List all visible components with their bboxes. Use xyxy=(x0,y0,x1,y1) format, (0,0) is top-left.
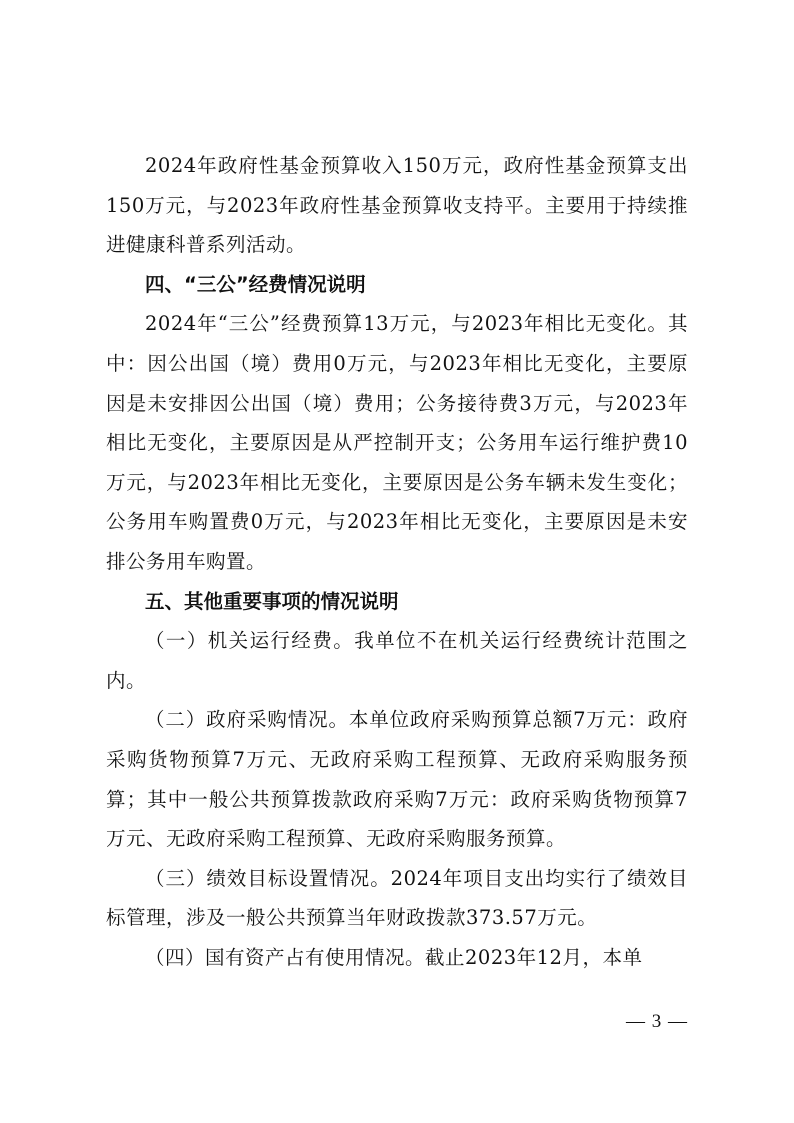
paragraph-state-assets: （四）国有资产占有使用情况。截止2023年12月，本单 xyxy=(145,945,643,969)
paragraph-government-procurement: （二）政府采购情况。本单位政府采购预算总额7万元：政府采购货物预算7万元、无政府采购工程预算、无政府采购服务预算；其中一般公共预算拨款政府采购7万元：政府采购货物预算7万元、无政府采购工程预算、无政府采购服务预算。 xyxy=(106,708,688,851)
paragraph-government-fund: 2024年政府性基金预算收入150万元，政府性基金预算支出 150万元，与2023年政府性基金预算收支持平。主要用于持续推进健康科普系列活动。 xyxy=(106,154,688,257)
page-number: — 3 — xyxy=(626,1011,688,1032)
paragraph-three-public-expenses: 2024年“三公”经费预算13万元，与2023年相比无变化。其中：因公出国（境）费用0万元，与2023年相比无变化，主要原因是未安排因公出国（境）费用；公务接待费3万元，与2023年相比无变化，主要原因是从严控制开支；公务用车运行维护费10万元，与2023年相比无变化，主要原因是公务车辆未发生变化；公务用车购置费0万元，与2023年相比无变化，主要原因是未安排公务用车购置。 xyxy=(106,312,688,573)
section-heading-three-public-expenses: 四、“三公”经费情况说明 xyxy=(145,272,366,296)
paragraph-performance-targets: （三）绩效目标设置情况。2024年项目支出均实行了绩效目标管理，涉及一般公共预算当年财政拨款373.57万元。 xyxy=(106,866,688,930)
paragraph-agency-operating-funds: （一）机关运行经费。我单位不在机关运行经费统计范围之内。 xyxy=(106,629,688,692)
section-heading-other-matters: 五、其他重要事项的情况说明 xyxy=(145,589,399,613)
document-body xyxy=(106,146,688,977)
